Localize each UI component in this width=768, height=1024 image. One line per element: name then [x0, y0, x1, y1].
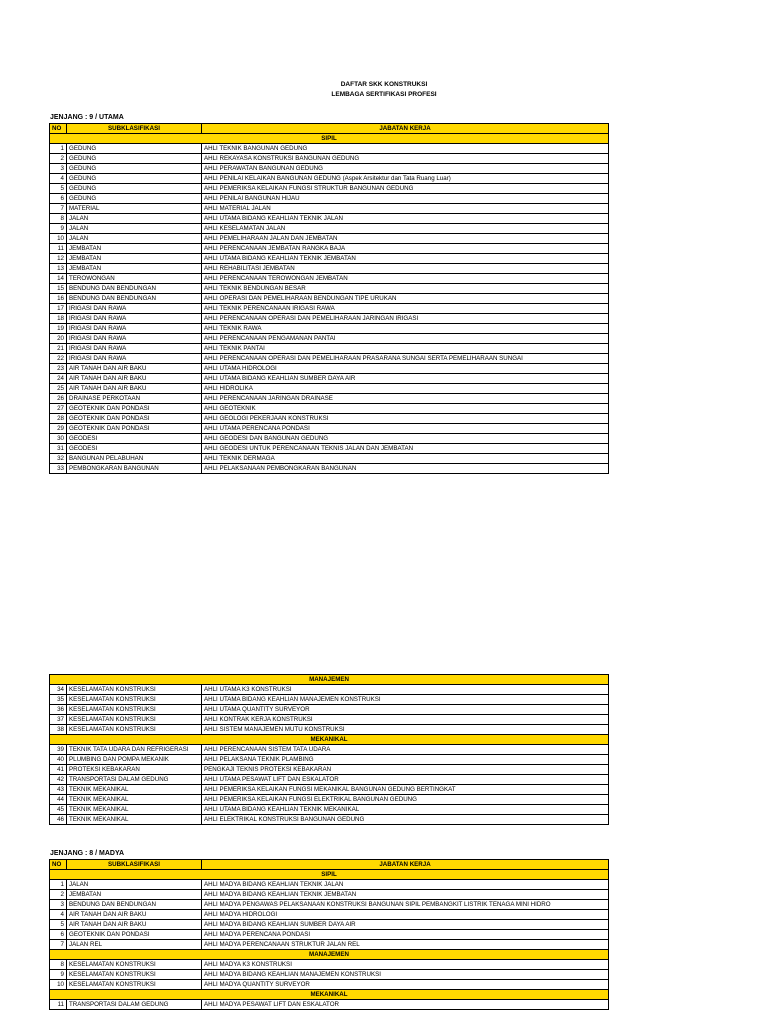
header-subklasifikasi: SUBKLASIFIKASI: [67, 124, 202, 134]
header-jabatan-kerja: JABATAN KERJA: [202, 860, 609, 870]
table-row: [50, 144, 609, 154]
row-jabatan-kerja: AHLI PEMELIHARAAN JALAN DAN JEMBATAN: [202, 234, 609, 244]
table-row: [50, 244, 609, 254]
table-row: [50, 414, 609, 424]
row-jabatan-kerja: AHLI MATERIAL JALAN: [202, 204, 609, 214]
table-row: [50, 880, 609, 890]
row-number: 42: [50, 775, 67, 785]
table-row: [50, 805, 609, 815]
table-row: [50, 314, 609, 324]
utama-sipil-table: [49, 123, 609, 474]
row-subklasifikasi: AIR TANAH DAN AIR BAKU: [67, 374, 202, 384]
section-sipil: [50, 134, 609, 144]
row-subklasifikasi: JEMBATAN: [67, 890, 202, 900]
row-subklasifikasi: MATERIAL: [67, 204, 202, 214]
row-number: 28: [50, 414, 67, 424]
row-number: 20: [50, 334, 67, 344]
row-number: 8: [50, 960, 67, 970]
row-number: 22: [50, 354, 67, 364]
table-row: [50, 214, 609, 224]
row-subklasifikasi: BANGUNAN PELABUHAN: [67, 454, 202, 464]
row-number: 14: [50, 274, 67, 284]
table-row: [50, 384, 609, 394]
row-subklasifikasi: JEMBATAN: [67, 254, 202, 264]
row-number: 6: [50, 930, 67, 940]
table-header-row: [50, 124, 609, 134]
table-row: [50, 444, 609, 454]
row-jabatan-kerja: AHLI UTAMA BIDANG KEAHLIAN TEKNIK JALAN: [202, 214, 609, 224]
row-jabatan-kerja: AHLI PERAWATAN BANGUNAN GEDUNG: [202, 164, 609, 174]
row-subklasifikasi: IRIGASI DAN RAWA: [67, 304, 202, 314]
row-number: 9: [50, 224, 67, 234]
table-row: [50, 164, 609, 174]
row-number: 4: [50, 910, 67, 920]
row-jabatan-kerja: AHLI PERENCANAAN PENGAMANAN PANTAI: [202, 334, 609, 344]
table-row: [50, 154, 609, 164]
row-subklasifikasi: TEKNIK MEKANIKAL: [67, 785, 202, 795]
row-subklasifikasi: AIR TANAH DAN AIR BAKU: [67, 910, 202, 920]
row-subklasifikasi: PLUMBING DAN POMPA MEKANIK: [67, 755, 202, 765]
row-jabatan-kerja: AHLI MADYA HIDROLOGI: [202, 910, 609, 920]
row-number: 43: [50, 785, 67, 795]
row-jabatan-kerja: AHLI TEKNIK DERMAGA: [202, 454, 609, 464]
row-subklasifikasi: IRIGASI DAN RAWA: [67, 324, 202, 334]
table-row: [50, 394, 609, 404]
table-row: [50, 204, 609, 214]
section-mekanikal: [50, 990, 609, 1000]
row-jabatan-kerja: AHLI ELEKTRIKAL KONSTRUKSI BANGUNAN GEDUNG: [202, 815, 609, 825]
table-row: [50, 174, 609, 184]
section-label: SIPIL: [50, 870, 609, 880]
row-jabatan-kerja: AHLI TEKNIK BENDUNGAN BESAR: [202, 284, 609, 294]
row-subklasifikasi: GEDUNG: [67, 164, 202, 174]
row-subklasifikasi: JEMBATAN: [67, 264, 202, 274]
row-subklasifikasi: TEKNIK MEKANIKAL: [67, 805, 202, 815]
row-number: 46: [50, 815, 67, 825]
table-row: [50, 254, 609, 264]
row-subklasifikasi: AIR TANAH DAN AIR BAKU: [67, 364, 202, 374]
table-row: [50, 685, 609, 695]
row-jabatan-kerja: AHLI UTAMA BIDANG KEAHLIAN MANAJEMEN KONSTRUKSI: [202, 695, 609, 705]
row-number: 29: [50, 424, 67, 434]
table-row: [50, 785, 609, 795]
row-jabatan-kerja: AHLI PENILAI BANGUNAN HIJAU: [202, 194, 609, 204]
row-subklasifikasi: KESELAMATAN KONSTRUKSI: [67, 705, 202, 715]
header-no: NO: [50, 860, 67, 870]
row-jabatan-kerja: AHLI MADYA PERENCANA PONDASI: [202, 930, 609, 940]
row-subklasifikasi: JALAN: [67, 214, 202, 224]
row-number: 26: [50, 394, 67, 404]
table-row: [50, 304, 609, 314]
row-number: 17: [50, 304, 67, 314]
table-row: [50, 725, 609, 735]
row-jabatan-kerja: AHLI GEOTEKNIK: [202, 404, 609, 414]
table-row: [50, 970, 609, 980]
row-number: 21: [50, 344, 67, 354]
row-jabatan-kerja: AHLI UTAMA HIDROLOGI: [202, 364, 609, 374]
table-row: [50, 194, 609, 204]
row-subklasifikasi: BENDUNG DAN BENDUNGAN: [67, 294, 202, 304]
row-jabatan-kerja: AHLI UTAMA PERENCANA PONDASI: [202, 424, 609, 434]
row-number: 3: [50, 900, 67, 910]
table-row: [50, 900, 609, 910]
row-jabatan-kerja: AHLI PEMERIKSA KELAIKAN FUNGSI ELEKTRIKAL BANGUNAN GEDUNG: [202, 795, 609, 805]
row-jabatan-kerja: AHLI PELAKSANA TEKNIK PLAMBING: [202, 755, 609, 765]
row-subklasifikasi: TRANSPORTASI DALAM GEDUNG: [67, 1000, 202, 1010]
row-jabatan-kerja: AHLI KONTRAK KERJA KONSTRUKSI: [202, 715, 609, 725]
table-row: [50, 960, 609, 970]
row-number: 13: [50, 264, 67, 274]
row-number: 7: [50, 940, 67, 950]
row-subklasifikasi: GEOTEKNIK DAN PONDASI: [67, 414, 202, 424]
row-jabatan-kerja: AHLI TEKNIK RAWA: [202, 324, 609, 334]
section-label: SIPIL: [50, 134, 609, 144]
table-row: [50, 374, 609, 384]
table-row: [50, 795, 609, 805]
table-row: [50, 224, 609, 234]
row-number: 9: [50, 970, 67, 980]
row-number: 16: [50, 294, 67, 304]
document-title: DAFTAR SKK KONSTRUKSI: [340, 81, 428, 88]
row-subklasifikasi: KESELAMATAN KONSTRUKSI: [67, 970, 202, 980]
table-row: [50, 705, 609, 715]
row-subklasifikasi: AIR TANAH DAN AIR BAKU: [67, 920, 202, 930]
row-number: 35: [50, 695, 67, 705]
row-jabatan-kerja: AHLI PELAKSANAAN PEMBONGKARAN BANGUNAN: [202, 464, 609, 474]
row-jabatan-kerja: AHLI MADYA BIDANG KEAHLIAN SUMBER DAYA AIR: [202, 920, 609, 930]
row-subklasifikasi: KESELAMATAN KONSTRUKSI: [67, 725, 202, 735]
row-number: 2: [50, 154, 67, 164]
header-jabatan-kerja: JABATAN KERJA: [202, 124, 609, 134]
row-jabatan-kerja: AHLI UTAMA QUANTITY SURVEYOR: [202, 705, 609, 715]
section-label: MEKANIKAL: [50, 990, 609, 1000]
row-subklasifikasi: GEDUNG: [67, 184, 202, 194]
row-subklasifikasi: JALAN: [67, 224, 202, 234]
row-subklasifikasi: GEOTEKNIK DAN PONDASI: [67, 930, 202, 940]
table-row: [50, 815, 609, 825]
section-manajemen: [50, 675, 609, 685]
row-number: 38: [50, 725, 67, 735]
row-jabatan-kerja: AHLI TEKNIK PERENCANAAN IRIGASI RAWA: [202, 304, 609, 314]
row-number: 2: [50, 890, 67, 900]
row-number: 11: [50, 1000, 67, 1010]
table-row: [50, 324, 609, 334]
table-row: [50, 940, 609, 950]
row-number: 45: [50, 805, 67, 815]
row-number: 31: [50, 444, 67, 454]
table-header-row: [50, 860, 609, 870]
row-jabatan-kerja: AHLI MADYA PERENCANAAN STRUKTUR JALAN REL: [202, 940, 609, 950]
row-subklasifikasi: TRANSPORTASI DALAM GEDUNG: [67, 775, 202, 785]
row-number: 33: [50, 464, 67, 474]
table-row: [50, 434, 609, 444]
row-number: 7: [50, 204, 67, 214]
row-jabatan-kerja: AHLI TEKNIK BANGUNAN GEDUNG: [202, 144, 609, 154]
table-row: [50, 464, 609, 474]
table-row: [50, 695, 609, 705]
row-subklasifikasi: PROTEKSI KEBAKARAN: [67, 765, 202, 775]
row-number: 23: [50, 364, 67, 374]
row-number: 34: [50, 685, 67, 695]
madya-table: [49, 859, 609, 1010]
row-subklasifikasi: KESELAMATAN KONSTRUKSI: [67, 960, 202, 970]
row-subklasifikasi: DRAINASE PERKOTAAN: [67, 394, 202, 404]
row-jabatan-kerja: AHLI TEKNIK PANTAI: [202, 344, 609, 354]
row-jabatan-kerja: AHLI PERENCANAAN OPERASI DAN PEMELIHARAAN PRASARANA SUNGAI SERTA PEMELIHARAAN SUNGAI: [202, 354, 609, 364]
row-jabatan-kerja: PENGKAJI TEKNIS PROTEKSI KEBAKARAN: [202, 765, 609, 775]
row-jabatan-kerja: AHLI UTAMA BIDANG KEAHLIAN SUMBER DAYA AIR: [202, 374, 609, 384]
row-subklasifikasi: IRIGASI DAN RAWA: [67, 354, 202, 364]
row-subklasifikasi: GEODESI: [67, 434, 202, 444]
row-number: 11: [50, 244, 67, 254]
section-manajemen: [50, 950, 609, 960]
row-jabatan-kerja: AHLI MADYA QUANTITY SURVEYOR: [202, 980, 609, 990]
row-number: 37: [50, 715, 67, 725]
row-subklasifikasi: KESELAMATAN KONSTRUKSI: [67, 715, 202, 725]
row-subklasifikasi: TEKNIK MEKANIKAL: [67, 795, 202, 805]
row-jabatan-kerja: AHLI REHABILITASI JEMBATAN: [202, 264, 609, 274]
row-number: 30: [50, 434, 67, 444]
row-subklasifikasi: TEKNIK MEKANIKAL: [67, 815, 202, 825]
row-subklasifikasi: IRIGASI DAN RAWA: [67, 334, 202, 344]
row-number: 1: [50, 880, 67, 890]
row-subklasifikasi: JALAN: [67, 234, 202, 244]
row-number: 5: [50, 184, 67, 194]
row-subklasifikasi: GEDUNG: [67, 144, 202, 154]
row-subklasifikasi: GEOTEKNIK DAN PONDASI: [67, 424, 202, 434]
row-jabatan-kerja: AHLI PERENCANAAN SISTEM TATA UDARA: [202, 745, 609, 755]
table-row: [50, 765, 609, 775]
row-jabatan-kerja: AHLI KESELAMATAN JALAN: [202, 224, 609, 234]
section-sipil: [50, 870, 609, 880]
row-number: 8: [50, 214, 67, 224]
row-jabatan-kerja: AHLI REKAYASA KONSTRUKSI BANGUNAN GEDUNG: [202, 154, 609, 164]
row-subklasifikasi: GEDUNG: [67, 194, 202, 204]
row-number: 1: [50, 144, 67, 154]
row-jabatan-kerja: AHLI MADYA BIDANG KEAHLIAN MANAJEMEN KONSTRUKSI: [202, 970, 609, 980]
row-jabatan-kerja: AHLI HIDROLIKA: [202, 384, 609, 394]
document-subtitle: LEMBAGA SERTIFIKASI PROFESI: [331, 91, 437, 98]
row-number: 3: [50, 164, 67, 174]
row-jabatan-kerja: AHLI MADYA BIDANG KEAHLIAN TEKNIK JALAN: [202, 880, 609, 890]
row-jabatan-kerja: AHLI PEMERIKSA KELAIKAN FUNGSI STRUKTUR BANGUNAN GEDUNG: [202, 184, 609, 194]
row-subklasifikasi: BENDUNG DAN BENDUNGAN: [67, 284, 202, 294]
jenjang-utama-label: JENJANG : 9 / UTAMA: [50, 114, 124, 121]
row-number: 27: [50, 404, 67, 414]
row-jabatan-kerja: AHLI OPERASI DAN PEMELIHARAAN BENDUNGAN TIPE URUKAN: [202, 294, 609, 304]
row-jabatan-kerja: AHLI GEODESI UNTUK PERENCANAAN TEKNIS JALAN DAN JEMBATAN: [202, 444, 609, 454]
row-subklasifikasi: KESELAMATAN KONSTRUKSI: [67, 695, 202, 705]
row-number: 15: [50, 284, 67, 294]
row-subklasifikasi: TEROWONGAN: [67, 274, 202, 284]
row-number: 6: [50, 194, 67, 204]
table-row: [50, 930, 609, 940]
table-row: [50, 920, 609, 930]
table-row: [50, 344, 609, 354]
section-label: MANAJEMEN: [50, 675, 609, 685]
row-jabatan-kerja: AHLI PERENCANAAN JARINGAN DRAINASE: [202, 394, 609, 404]
row-jabatan-kerja: AHLI MADYA K3 KONSTRUKSI: [202, 960, 609, 970]
row-jabatan-kerja: AHLI GEOLOGI PEKERJAAN KONSTRUKSI: [202, 414, 609, 424]
row-subklasifikasi: AIR TANAH DAN AIR BAKU: [67, 384, 202, 394]
row-jabatan-kerja: AHLI MADYA BIDANG KEAHLIAN TEKNIK JEMBATAN: [202, 890, 609, 900]
row-number: 40: [50, 755, 67, 765]
row-number: 12: [50, 254, 67, 264]
table-row: [50, 424, 609, 434]
row-subklasifikasi: KESELAMATAN KONSTRUKSI: [67, 980, 202, 990]
row-subklasifikasi: BENDUNG DAN BENDUNGAN: [67, 900, 202, 910]
row-subklasifikasi: GEDUNG: [67, 154, 202, 164]
row-number: 32: [50, 454, 67, 464]
table-row: [50, 334, 609, 344]
table-row: [50, 745, 609, 755]
row-jabatan-kerja: AHLI SISTEM MANAJEMEN MUTU KONSTRUKSI: [202, 725, 609, 735]
row-subklasifikasi: GEDUNG: [67, 174, 202, 184]
table-row: [50, 980, 609, 990]
row-jabatan-kerja: AHLI PERENCANAAN TEROWONGAN JEMBATAN: [202, 274, 609, 284]
header-no: NO: [50, 124, 67, 134]
row-number: 41: [50, 765, 67, 775]
row-jabatan-kerja: AHLI MADYA PESAWAT LIFT DAN ESKALATOR: [202, 1000, 609, 1010]
row-subklasifikasi: JALAN: [67, 880, 202, 890]
row-jabatan-kerja: AHLI MADYA PENGAWAS PELAKSANAAN KONSTRUKSI BANGUNAN SIPIL PEMBANGKIT LISTRIK TENAGA MINI HIDRO: [202, 900, 609, 910]
table-row: [50, 284, 609, 294]
table-row: [50, 775, 609, 785]
row-subklasifikasi: TEKNIK TATA UDARA DAN REFRIGERASI: [67, 745, 202, 755]
row-jabatan-kerja: AHLI GEODESI DAN BANGUNAN GEDUNG: [202, 434, 609, 444]
row-jabatan-kerja: AHLI PERENCANAAN OPERASI DAN PEMELIHARAAN JARINGAN IRIGASI: [202, 314, 609, 324]
utama-manajemen-mekanikal-table: [49, 674, 609, 825]
row-jabatan-kerja: AHLI PENILAI KELAIKAN BANGUNAN GEDUNG (Aspek Arsitektur dan Tata Ruang Luar): [202, 174, 609, 184]
row-number: 25: [50, 384, 67, 394]
table-row: [50, 274, 609, 284]
table-row: [50, 184, 609, 194]
row-jabatan-kerja: AHLI UTAMA BIDANG KEAHLIAN TEKNIK JEMBATAN: [202, 254, 609, 264]
row-subklasifikasi: IRIGASI DAN RAWA: [67, 344, 202, 354]
row-subklasifikasi: JEMBATAN: [67, 244, 202, 254]
row-subklasifikasi: IRIGASI DAN RAWA: [67, 314, 202, 324]
row-jabatan-kerja: AHLI PEMERIKSA KELAIKAN FUNGSI MEKANIKAL BANGUNAN GEDUNG BERTINGKAT: [202, 785, 609, 795]
row-subklasifikasi: KESELAMATAN KONSTRUKSI: [67, 685, 202, 695]
row-jabatan-kerja: AHLI UTAMA K3 KONSTRUKSI: [202, 685, 609, 695]
row-number: 19: [50, 324, 67, 334]
row-number: 36: [50, 705, 67, 715]
row-jabatan-kerja: AHLI PERENCANAAN JEMBATAN RANGKA BAJA: [202, 244, 609, 254]
section-mekanikal: [50, 735, 609, 745]
row-number: 44: [50, 795, 67, 805]
row-number: 5: [50, 920, 67, 930]
jenjang-madya-label: JENJANG : 8 / MADYA: [50, 850, 125, 857]
table-row: [50, 454, 609, 464]
table-row: [50, 890, 609, 900]
row-subklasifikasi: GEOTEKNIK DAN PONDASI: [67, 404, 202, 414]
section-label: MEKANIKAL: [50, 735, 609, 745]
table-row: [50, 234, 609, 244]
table-row: [50, 910, 609, 920]
table-row: [50, 264, 609, 274]
row-jabatan-kerja: AHLI UTAMA PESAWAT LIFT DAN ESKALATOR: [202, 775, 609, 785]
row-number: 24: [50, 374, 67, 384]
row-subklasifikasi: JALAN REL: [67, 940, 202, 950]
table-row: [50, 354, 609, 364]
table-row: [50, 755, 609, 765]
section-label: MANAJEMEN: [50, 950, 609, 960]
row-jabatan-kerja: AHLI UTAMA BIDANG KEAHLIAN TEKNIK MEKANIKAL: [202, 805, 609, 815]
table-row: [50, 364, 609, 374]
table-row: [50, 1000, 609, 1010]
row-subklasifikasi: PEMBONGKARAN BANGUNAN: [67, 464, 202, 474]
header-subklasifikasi: SUBKLASIFIKASI: [67, 860, 202, 870]
row-number: 10: [50, 234, 67, 244]
row-subklasifikasi: GEODESI: [67, 444, 202, 454]
table-row: [50, 715, 609, 725]
row-number: 10: [50, 980, 67, 990]
row-number: 39: [50, 745, 67, 755]
table-row: [50, 404, 609, 414]
table-row: [50, 294, 609, 304]
row-number: 18: [50, 314, 67, 324]
row-number: 4: [50, 174, 67, 184]
